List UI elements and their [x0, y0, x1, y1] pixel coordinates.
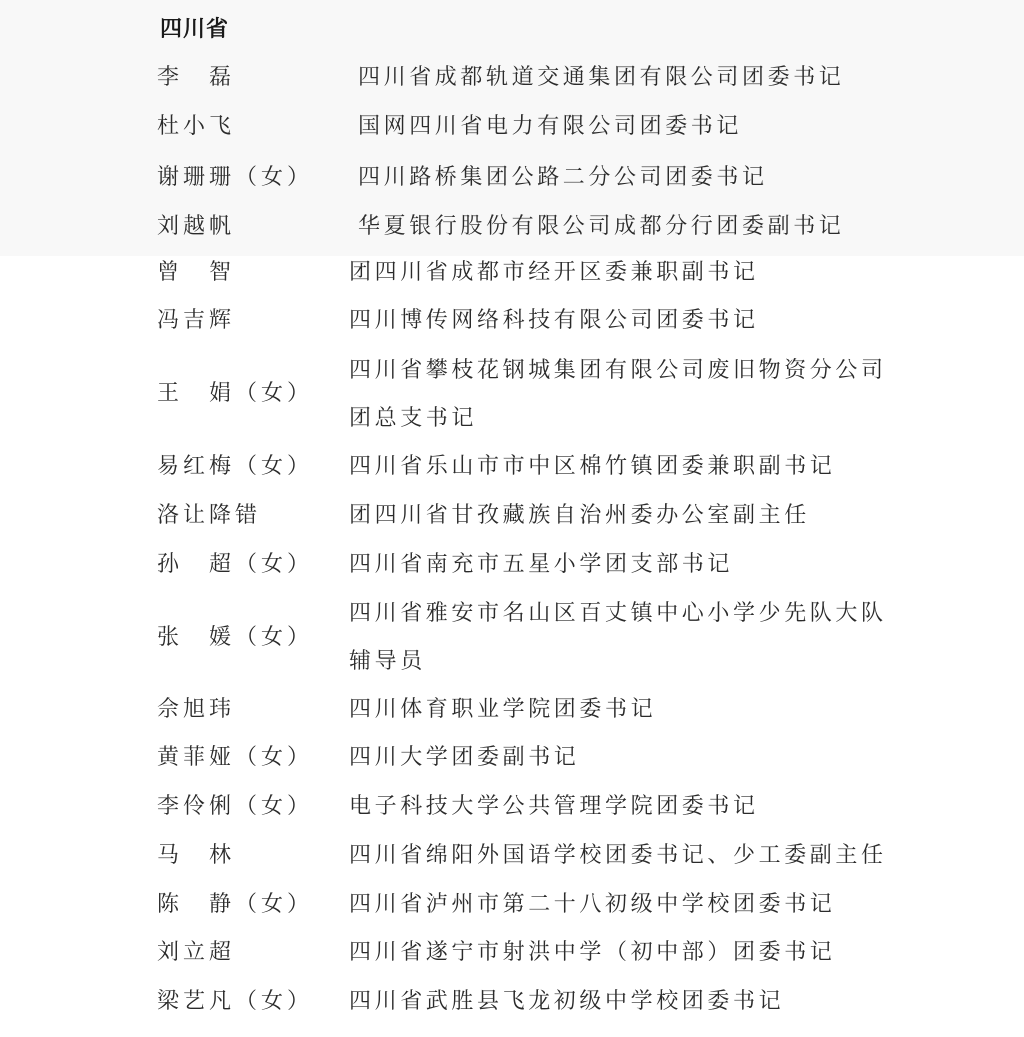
entry-name: 洛让降错 — [157, 503, 262, 528]
entry-name: 易红梅（女） — [157, 454, 314, 479]
entry-role: 团四川省成都市经开区委兼职副书记 — [349, 260, 759, 285]
entry-role: 电子科技大学公共管理学院团委书记 — [349, 794, 759, 819]
entry-name: 李伶俐（女） — [157, 794, 314, 819]
entry-name: 陈 静（女） — [157, 892, 314, 917]
entry-name: 谢珊珊（女） — [157, 165, 314, 190]
entry-role: 四川大学团委副书记 — [349, 745, 580, 770]
entry-role: 四川省雅安市名山区百丈镇中心小学少先队大队辅导员 — [349, 601, 887, 674]
entry-role: 四川路桥集团公路二分公司团委书记 — [358, 165, 768, 190]
entry-name: 杜小飞 — [157, 114, 236, 139]
entry-name: 冯吉辉 — [157, 308, 236, 333]
entry-role: 四川省乐山市市中区棉竹镇团委兼职副书记 — [349, 454, 836, 479]
entry-name: 梁艺凡（女） — [157, 989, 314, 1014]
entry-role: 四川省成都轨道交通集团有限公司团委书记 — [358, 65, 845, 90]
entry-role: 华夏银行股份有限公司成都分行团委副书记 — [358, 214, 845, 239]
entry-role: 四川省武胜县飞龙初级中学校团委书记 — [349, 989, 785, 1014]
entry-role: 国网四川省电力有限公司团委书记 — [358, 114, 743, 139]
entry-role: 四川省南充市五星小学团支部书记 — [349, 552, 734, 577]
entry-role: 四川博传网络科技有限公司团委书记 — [349, 308, 759, 333]
entry-role: 四川体育职业学院团委书记 — [349, 697, 657, 722]
entry-name: 佘旭玮 — [157, 697, 236, 722]
province-heading: 四川省 — [160, 17, 230, 42]
entry-role: 四川省泸州市第二十八初级中学校团委书记 — [349, 892, 836, 917]
entry-name: 张 媛（女） — [157, 625, 314, 650]
entry-name: 孙 超（女） — [157, 552, 314, 577]
entry-role: 四川省遂宁市射洪中学（初中部）团委书记 — [349, 940, 836, 965]
entry-name: 刘越帆 — [157, 214, 236, 239]
entry-role: 四川省攀枝花钢城集团有限公司废旧物资分公司团总支书记 — [349, 358, 887, 431]
entry-name: 刘立超 — [157, 940, 236, 965]
entry-name: 曾 智 — [157, 260, 236, 285]
entry-name: 李 磊 — [157, 65, 236, 90]
entry-role: 四川省绵阳外国语学校团委书记、少工委副主任 — [349, 843, 887, 868]
entry-name: 黄菲娅（女） — [157, 745, 314, 770]
entry-name: 马 林 — [157, 843, 236, 868]
entry-role: 团四川省甘孜藏族自治州委办公室副主任 — [349, 503, 810, 528]
entry-name: 王 娟（女） — [157, 381, 314, 406]
